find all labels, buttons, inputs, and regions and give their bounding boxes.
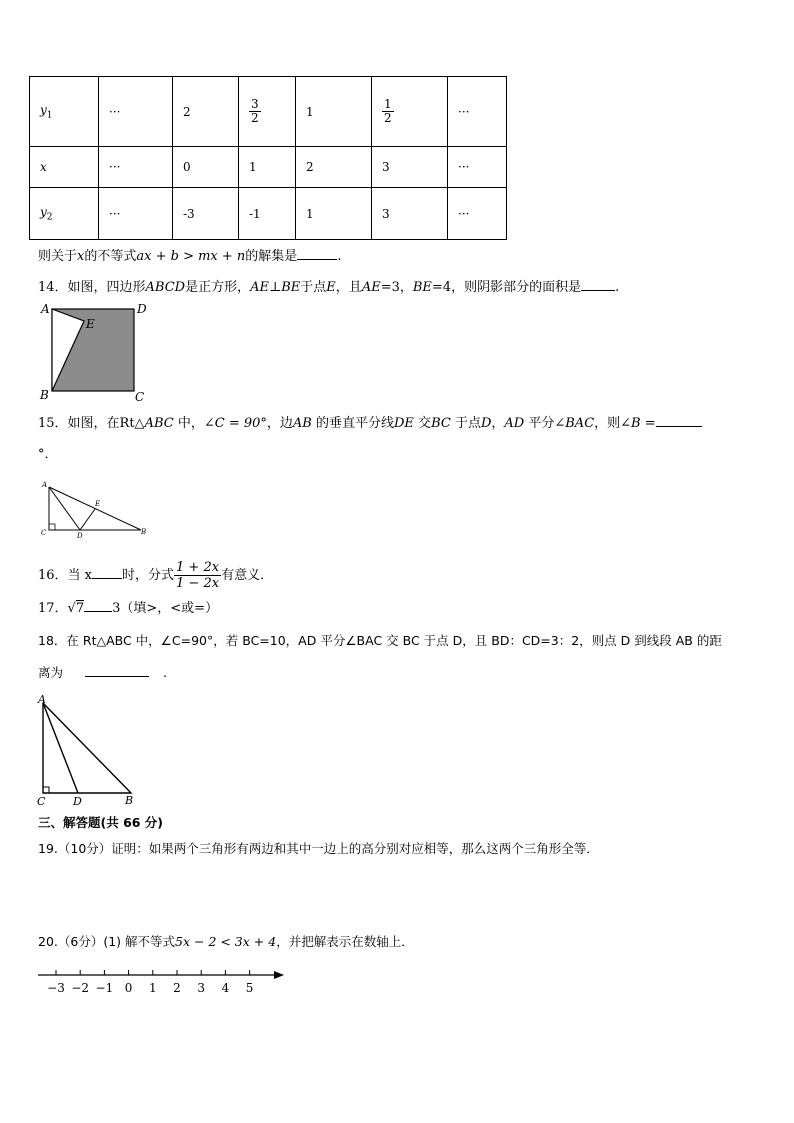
q15-triangle-figure: [36, 478, 152, 540]
row-label: $y_1$: [30, 77, 99, 147]
table-cell: 2: [296, 147, 372, 188]
value-table: [29, 76, 507, 240]
q18-text: 18．在 Rt△ABC 中，∠C=90°，若 BC=10，AD 平分∠BAC 交 BC 于点 D，且 BD：CD=3：2，则点 D 到线段 AB 的距: [38, 633, 722, 648]
segment-de: [80, 509, 95, 530]
table-cell: 3: [372, 188, 448, 240]
label-c: C: [37, 795, 46, 808]
label-b: B: [40, 388, 49, 402]
table-cell: ···: [99, 147, 173, 188]
q15-text: 15．如图，在Rt△ABC 中，∠C = 90°，边AB 的垂直平分线DE 交BC 于点D，AD 平分∠BAC，则∠B =: [38, 414, 702, 433]
right-angle-mark: [43, 787, 49, 793]
row-label: x: [30, 147, 99, 188]
arrow-icon: [274, 971, 284, 979]
label-a: A: [42, 481, 48, 489]
table-cell: ···: [99, 77, 173, 147]
answer-blank: [84, 599, 112, 612]
number-line-label: 1: [148, 981, 157, 995]
label-b: B: [125, 794, 134, 807]
q14-text: 14．如图，四边形ABCD是正方形，AE⊥BE于点E，且AE=3，BE=4，则阴影部分的面积是 .: [38, 280, 620, 295]
table-row-x: [30, 147, 507, 188]
number-line-label: 0: [124, 981, 133, 995]
segment-ad: [49, 487, 80, 530]
number-line: [34, 962, 290, 996]
label-e: E: [95, 500, 101, 508]
table-cell: ···: [448, 188, 507, 240]
answer-blank: [581, 278, 615, 291]
q18-text-line2: 离为 .: [38, 665, 167, 680]
number-line-label: −1: [95, 981, 114, 995]
label-d: D: [137, 302, 147, 316]
number-line-label: −3: [47, 981, 65, 995]
q20-text: 20.（6分）(1) 解不等式5x − 2 < 3x + 4，并把解表示在数轴上．: [38, 934, 414, 949]
label-e: E: [86, 317, 95, 331]
number-line-label: 2: [173, 981, 181, 995]
q15-text-line2: °．: [38, 447, 58, 462]
answer-blank: [92, 566, 122, 579]
table-cell: 1: [239, 147, 296, 188]
answer-blank: [656, 414, 702, 427]
table-cell: 0: [173, 147, 239, 188]
q13-text: 则关于x的不等式ax + b > mx + n的解集是 .: [38, 249, 342, 264]
triangle-abc: [43, 703, 131, 793]
table-cell: $\frac{1}{2}$: [372, 77, 448, 147]
section-title: 三、解答题(共 66 分): [38, 815, 164, 830]
q18-triangle-figure: [34, 692, 144, 810]
label-d: D: [77, 532, 83, 540]
label-b: B: [141, 528, 147, 536]
label-c: C: [135, 390, 145, 404]
right-angle-mark: [49, 524, 55, 530]
table-cell: 1: [296, 188, 372, 240]
table-row-y2: [30, 188, 507, 240]
label-d: D: [73, 795, 82, 808]
triangle-abc: [49, 487, 141, 530]
table-cell: 1: [296, 77, 372, 147]
table-cell: 2: [173, 77, 239, 147]
table-cell: 3: [372, 147, 448, 188]
table-cell: -3: [173, 188, 239, 240]
q17-text: 17．√7 3（填>，<或=）: [38, 601, 219, 616]
label-c: C: [41, 529, 47, 537]
label-a: A: [38, 693, 46, 706]
table-cell: ···: [448, 147, 507, 188]
table-cell: ···: [448, 77, 507, 147]
q19-text: 19.（10分）证明：如果两个三角形有两边和其中一边上的高分别对应相等，那么这两个三角形全等．: [38, 841, 599, 856]
label-a: A: [41, 302, 50, 316]
answer-blank: [85, 664, 149, 677]
table-cell: ···: [99, 188, 173, 240]
number-line-label: 4: [221, 981, 230, 995]
number-line-label: 3: [197, 981, 206, 995]
number-line-label: 5: [245, 981, 254, 995]
table-cell: -1: [239, 188, 296, 240]
segment-ad: [43, 703, 78, 793]
number-line-label: −2: [71, 981, 90, 995]
table-row-y1: [30, 77, 507, 147]
q16-text: 16．当 x 时，分式 $\frac{1 + 2x}{1 - 2x}$ 有意义．: [38, 560, 274, 591]
row-label: $y_2$: [30, 188, 99, 240]
answer-blank: [297, 247, 337, 260]
q14-square-figure: [36, 300, 156, 404]
table-cell: $\frac{3}{2}$: [239, 77, 296, 147]
